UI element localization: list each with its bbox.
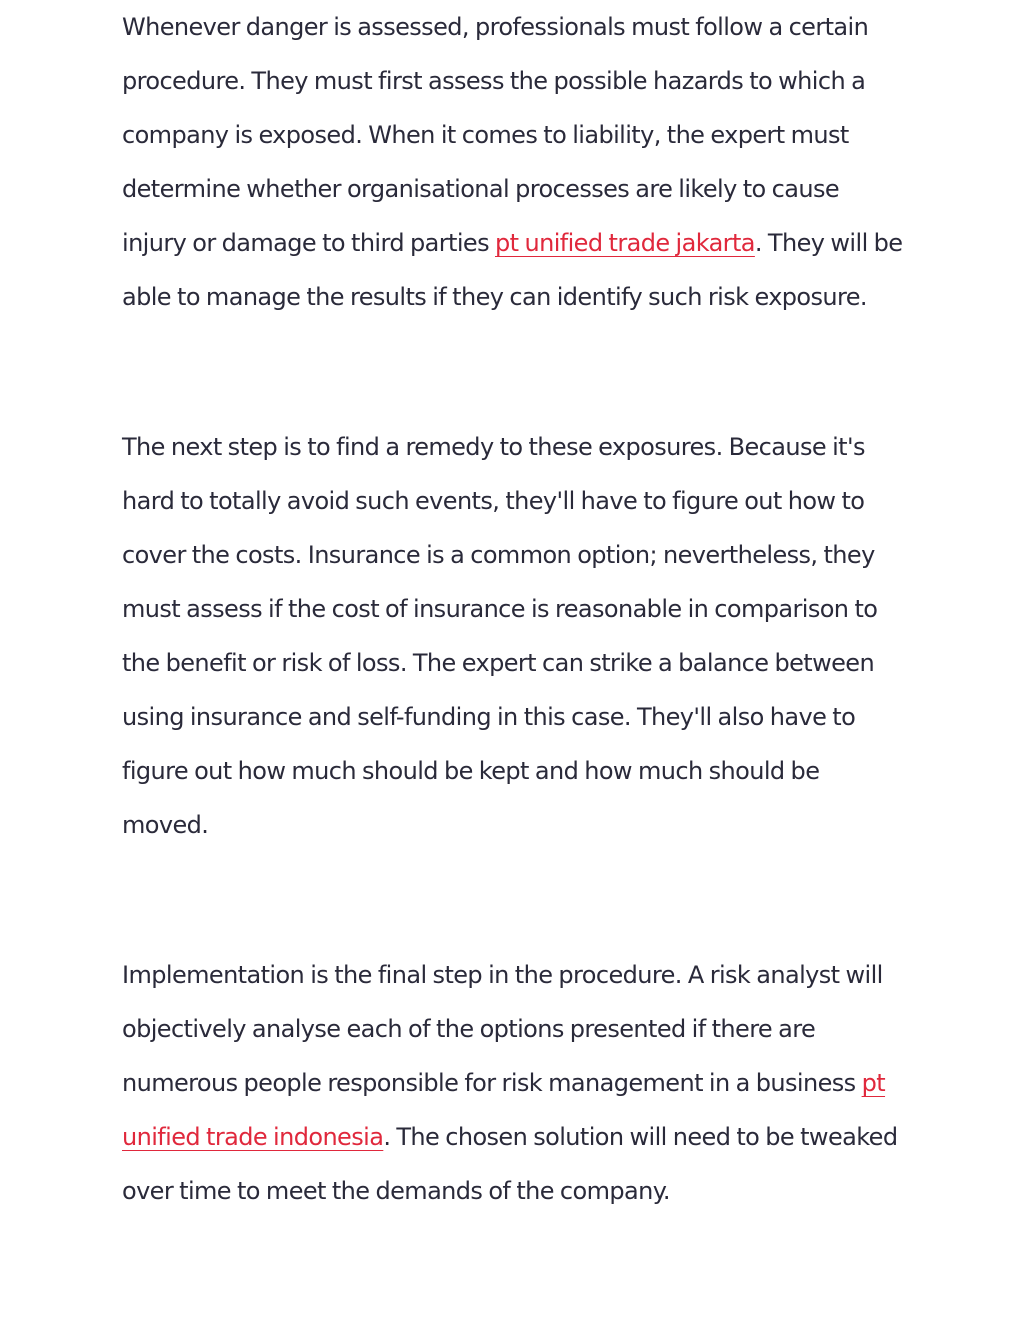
paragraph-1-text-after: . They will be able to manage the results if they can identify such risk exposure.	[122, 229, 903, 311]
paragraph-2-text: The next step is to find a remedy to these exposures. Because it's hard to totally avoid such events, they'll have to figure out how to cover the costs. Insurance is a common option; nevertheless, they must assess if the cost of insurance is reasonable in comparison to the benefit or risk of loss. The expert can strike a balance between using insurance and self-funding in this case. They'll also have to figure out how much should be kept and how much should be moved.	[122, 433, 878, 839]
paragraph-remedy	[122, 420, 904, 852]
paragraph-risk-assessment	[122, 0, 904, 324]
paragraph-implementation	[122, 948, 904, 1218]
link-pt-unified-trade-indonesia[interactable]: pt unified trade indonesia	[122, 1069, 886, 1151]
paragraph-3-text-before: Implementation is the final step in the procedure. A risk analyst will objectively analyse each of the options presented if there are numerous people responsible for risk management in a business	[122, 961, 883, 1097]
link-pt-unified-trade-jakarta[interactable]: pt unified trade jakarta	[495, 229, 755, 257]
paragraph-3-text-after: . The chosen solution will need to be tweaked over time to meet the demands of the company.	[122, 1123, 898, 1205]
paragraph-1-text-before: Whenever danger is assessed, professionals must follow a certain procedure. They must first assess the possible hazards to which a company is exposed. When it comes to liability, the expert must determine whether organisational processes are likely to cause injury or damage to third parties	[122, 13, 869, 257]
